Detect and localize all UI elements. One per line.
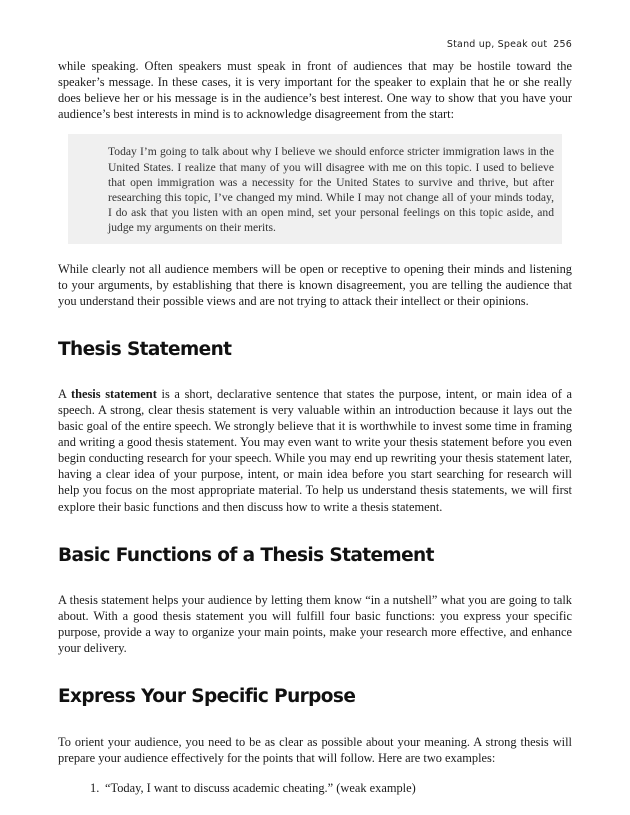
- block-quote: Today I’m going to talk about why I believe we should enforce stricter immigration laws in the United States. I realize that many of you will disagree with me on this topic. I used to believe that open immigration was a necessity for the United States to survive and thrive, but after researching this topic, I’ve changed my mind. While I may not change all of your minds today, I do ask that you listen with an open mind, set your personal feelings on this topic aside, and judge my arguments on their merits.: [68, 134, 562, 243]
- running-title: Stand up, Speak out: [446, 39, 548, 50]
- heading-basic-functions: Basic Functions of a Thesis Statement: [58, 544, 434, 566]
- paragraph-thesis-definition: [58, 386, 572, 515]
- bold-term: thesis statement: [70, 386, 157, 401]
- paragraph-intro: while speaking. Often speakers must speak in front of audiences that may be hostile toward the speaker’s message. In these cases, it is very important for the speaker to explain that he or she really does believe her or his message is in the audience’s best interest. One way to show that you have your audience’s best interests in mind is to acknowledge disagreement from the start:: [58, 59, 572, 122]
- paragraph-orient: To orient your audience, you need to be as clear as possible about your meaning. A strong thesis will prepare your audience effectively for the points that will follow. Here are two examples:: [58, 735, 572, 766]
- list-item: [90, 780, 572, 796]
- page-content: [58, 58, 572, 796]
- running-header: [447, 39, 572, 50]
- page-number: 256: [553, 39, 572, 50]
- heading-specific-purpose: Express Your Specific Purpose: [58, 686, 356, 707]
- example-list: [58, 780, 572, 796]
- heading-thesis-statement: Thesis Statement: [58, 338, 232, 360]
- paragraph-functions: A thesis statement helps your audience by letting them know “in a nutshell” what you are going to talk about. With a good thesis statement you will fulfill four basic functions: you express your specific purpose, provide a way to organize your main points, make your research more effective, and enhance your delivery.: [58, 592, 572, 655]
- list-item-text: “Today, I want to discuss academic cheating.” (weak example): [105, 781, 416, 796]
- paragraph-rest: is a short, declarative sentence that states the purpose, intent, or main idea of a speech. A strong, clear thesis statement is very valuable within an introduction because it lays out the basic goal of the entire speech. We strongly believe that it is worthwhile to invest some time in framing and writing a good thesis statement. You may even want to write your thesis statement before you even begin conducting research for your speech. While you may end up rewriting your thesis statement later, having a clear idea of your purpose, intent, or main idea before you start searching for research will help you focus on the most appropriate material. To help us understand thesis statements, we will first explore their basic functions and then discuss how to write a thesis statement.: [58, 386, 572, 514]
- paragraph-disagreement: While clearly not all audience members will be open or receptive to opening their minds and listening to your arguments, by establishing that there is known disagreement, you are telling the audience that you understand their possible views and are not trying to attack their intellect or their opinions.: [58, 261, 572, 308]
- paragraph-lead: A: [58, 386, 71, 401]
- list-item-number: 1.: [90, 781, 100, 796]
